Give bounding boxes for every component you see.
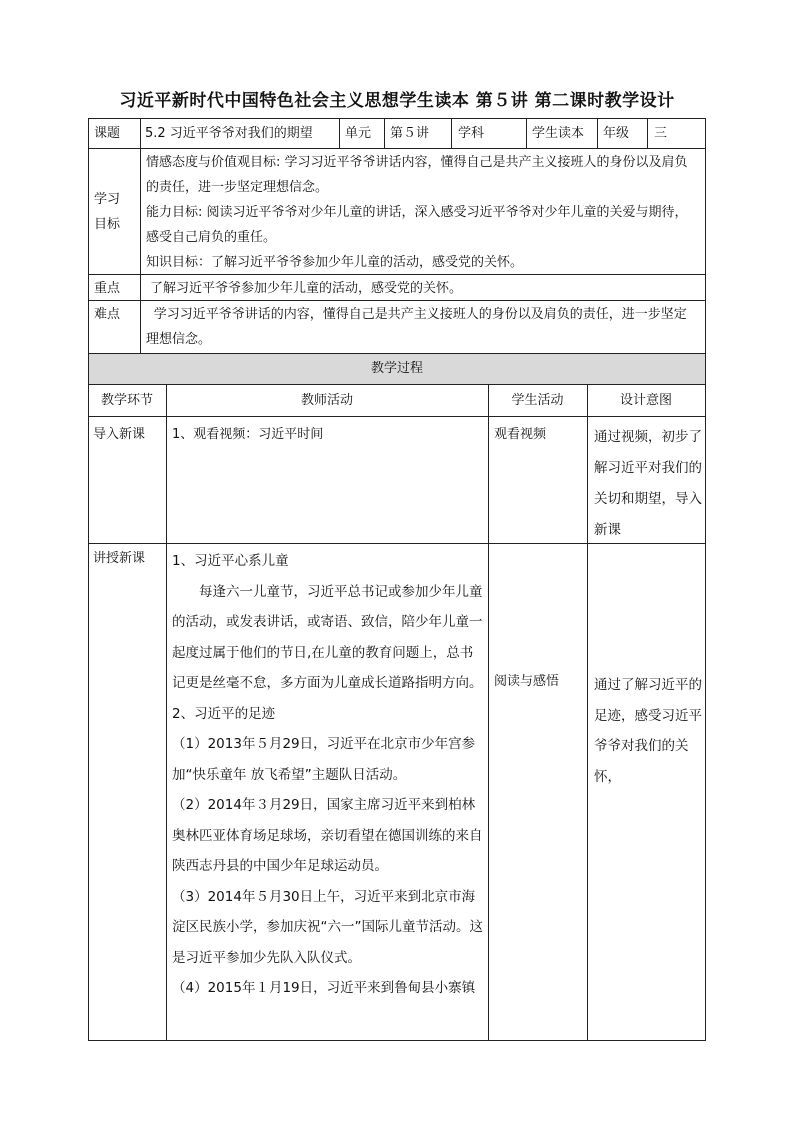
key-point-value: 了解习近平爷爷参加少年儿童的活动，感受党的关怀。 <box>150 281 463 296</box>
intro-intent: 通过视频，初步了解习近平对我们的关切和期望，导入新课 <box>594 429 702 538</box>
course-value: 5.2 习近平爷爷对我们的期望 <box>145 126 313 141</box>
course-label: 课题 <box>94 126 121 141</box>
objective-emotion: 情感态度与价值观目标: 学习习近平爷爷讲话内容，懂得自己是共产主义接班人的身份以及肩负的责任，进一步坚定理想信念。 <box>146 155 688 195</box>
intro-student: 观看视频 <box>494 427 547 442</box>
column-header-intent: 设计意图 <box>619 393 672 408</box>
difficulty-label: 难点 <box>94 307 121 322</box>
subject-label: 学科 <box>458 126 485 141</box>
objective-ability: 能力目标: 阅读习近平爷爷对少年儿童的讲话，深入感受习近平爷爷对少年儿童的关爱与期待，感受自己肩负的重任。 <box>146 205 688 245</box>
lecture-stage: 讲授新课 <box>93 551 146 566</box>
lecture-heading-1: 1、习近平心系儿童 <box>172 553 289 569</box>
unit-value: 第５讲 <box>390 126 430 141</box>
footprint-item-1: （1）2013年５月29日，习近平在北京市少年宫参加“快乐童年 放飞希望”主题队日活动。 <box>172 736 476 783</box>
grade-value: 三 <box>654 126 668 141</box>
document-title: 习近平新时代中国特色社会主义思想学生读本 第５讲 第二课时教学设计 <box>119 91 675 111</box>
grade-label: 年级 <box>603 126 630 141</box>
intro-stage: 导入新课 <box>93 427 146 442</box>
lecture-teacher <box>172 546 484 1004</box>
intro-teacher: 1、观看视频：习近平时间 <box>172 427 324 442</box>
unit-label: 单元 <box>345 126 372 141</box>
column-header-teacher: 教师活动 <box>300 393 353 408</box>
lecture-heading-2: 2、习近平的足迹 <box>172 705 276 722</box>
footprint-item-4: （4）2015年１月19日，习近平来到鲁甸县小寨镇 <box>172 980 476 996</box>
column-header-stage: 教学环节 <box>100 393 153 408</box>
objectives-label: 学习目标 <box>94 192 121 232</box>
objectives-content <box>146 150 698 275</box>
footprint-item-2: （2）2014年３月29日，国家主席习近平来到柏林奥林匹亚体育场足球场，亲切看望在德国训练的来自陕西志丹县的中国少年足球运动员。 <box>172 797 483 874</box>
objective-knowledge: 知识目标：了解习近平爷爷参加少年儿童的活动，感受党的关怀。 <box>146 255 524 270</box>
footprint-item-3: （3）2014年５月30日上午，习近平来到北京市海淀区民族小学，参加庆祝“六一”国际儿童节活动。这是习近平参加少先队入队仪式。 <box>172 888 483 966</box>
process-heading: 教学过程 <box>370 361 423 376</box>
subject-value: 学生读本 <box>532 126 585 141</box>
key-point-label: 重点 <box>94 281 121 296</box>
column-header-student: 学生活动 <box>511 393 564 408</box>
lecture-paragraph-1: 每逢六一儿童节，习近平总书记或参加少年儿童的活动，或发表讲话，或寄语、致信，陪少年儿童一起度过属于他们的节日,在儿童的教育问题上，总书记更是丝毫不怠，多方面为儿童成长道路指明方向。 <box>172 583 483 691</box>
difficulty-value: 学习习近平爷爷讲话的内容，懂得自己是共产主义接班人的身份以及肩负的责任，进一步坚定理想信念。 <box>146 307 687 347</box>
lecture-intent: 通过了解习近平的足迹，感受习近平爷爷对我们的关怀， <box>594 677 702 785</box>
lecture-student: 阅读与感悟 <box>494 674 560 689</box>
